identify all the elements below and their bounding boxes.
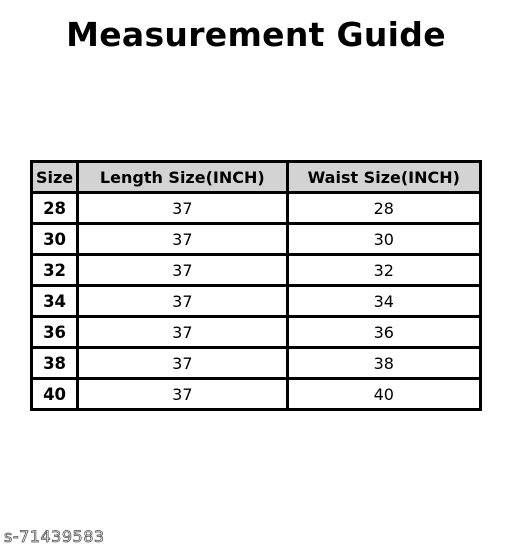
- product-code: s-71439583: [4, 527, 105, 546]
- header-length-size: Length Size(INCH): [78, 162, 287, 193]
- length-cell: 37: [78, 317, 287, 348]
- measurement-table: [30, 160, 482, 411]
- length-cell: 37: [78, 224, 287, 255]
- waist-cell: 28: [287, 193, 480, 224]
- table-row: [32, 286, 481, 317]
- waist-cell: 32: [287, 255, 480, 286]
- size-cell: 32: [32, 255, 78, 286]
- size-cell: 36: [32, 317, 78, 348]
- size-cell: 40: [32, 379, 78, 410]
- table-row: [32, 379, 481, 410]
- waist-cell: 34: [287, 286, 480, 317]
- waist-cell: 40: [287, 379, 480, 410]
- size-cell: 28: [32, 193, 78, 224]
- table-row: [32, 193, 481, 224]
- page-title: Measurement Guide: [66, 15, 446, 54]
- length-cell: 37: [78, 286, 287, 317]
- table-row: [32, 255, 481, 286]
- header-waist-size: Waist Size(INCH): [287, 162, 480, 193]
- waist-cell: 30: [287, 224, 480, 255]
- header-size: Size: [32, 162, 78, 193]
- table-row: [32, 224, 481, 255]
- size-cell: 38: [32, 348, 78, 379]
- table-header-row: [32, 162, 481, 193]
- length-cell: 37: [78, 379, 287, 410]
- waist-cell: 38: [287, 348, 480, 379]
- size-cell: 34: [32, 286, 78, 317]
- length-cell: 37: [78, 348, 287, 379]
- length-cell: 37: [78, 193, 287, 224]
- table-row: [32, 317, 481, 348]
- length-cell: 37: [78, 255, 287, 286]
- table-row: [32, 348, 481, 379]
- size-cell: 30: [32, 224, 78, 255]
- waist-cell: 36: [287, 317, 480, 348]
